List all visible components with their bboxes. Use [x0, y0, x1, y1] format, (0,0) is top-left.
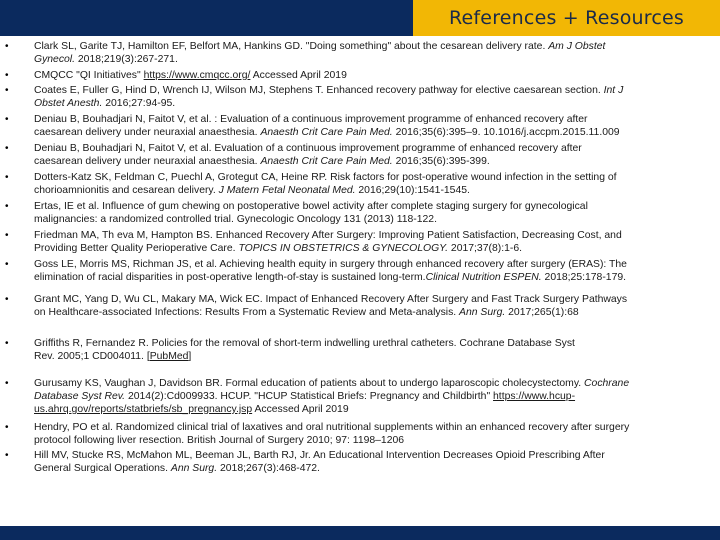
title-banner: [413, 0, 720, 36]
journal-title: Cochrane: [584, 378, 630, 389]
reference-text: Gurusamy KS, Vaughan J, Davidson BR. Formal education of patients about to undergo laparoscopic cholecystectomy.: [34, 378, 585, 389]
reference-line: [34, 449, 605, 462]
reference-text: 2016;35(6):395–9. 10.1016/j.accpm.2015.11.009: [392, 127, 620, 138]
bullet-icon: •: [5, 143, 9, 154]
bullet-icon: •: [5, 70, 9, 81]
reference-text: Grant MC, Yang D, Wu CL, Makary MA, Wick EC. Impact of Enhanced Recovery After Surgery and Fast Track Surgery Pathways: [34, 294, 628, 305]
reference-text: on Healthcare-associated Infections: Results From a Systematic Review and Meta-analysis.: [34, 307, 460, 318]
bullet-icon: •: [5, 41, 9, 52]
reference-text: 2018;219(3):267-271.: [75, 54, 178, 65]
reference-line: [34, 113, 588, 126]
reference-link[interactable]: us.ahrq.gov/reports/statbriefs/sb_pregnancy.jsp: [34, 404, 253, 415]
reference-text: 2018;267(3):468-472.: [217, 463, 320, 474]
reference-text: Providing Better Quality Perioperative Care.: [34, 243, 239, 254]
reference-text: malignancies: a randomized controlled trial. Gynecologic Oncology 131 (2013) 118-122.: [34, 214, 437, 225]
reference-line: [34, 84, 623, 97]
reference-text: 2016;35(6):395-399.: [392, 156, 490, 167]
journal-title: Clinical Nutrition ESPEN.: [425, 272, 542, 283]
bullet-icon: •: [5, 259, 9, 270]
reference-text: protocol following liver resection. British Journal of Surgery 2010; 97: 1198–1206: [34, 435, 405, 446]
reference-line: [34, 350, 191, 363]
reference-line: [34, 242, 522, 255]
reference-text: caesarean delivery under neuraxial anaesthesia.: [34, 127, 261, 138]
journal-title: TOPICS IN OBSTETRICS & GYNECOLOGY.: [238, 243, 449, 254]
page-title: References + Resources: [448, 7, 684, 29]
journal-title: J Matern Fetal Neonatal Med.: [218, 185, 356, 196]
bullet-icon: •: [5, 294, 9, 305]
reference-text: caesarean delivery under neuraxial anaesthesia.: [34, 156, 261, 167]
bullet-icon: •: [5, 378, 9, 389]
reference-line: [34, 377, 629, 390]
footer-bar: [0, 526, 720, 540]
bullet-icon: •: [5, 422, 9, 433]
bullet-icon: •: [5, 172, 9, 183]
reference-line: [34, 213, 437, 226]
reference-line: [34, 258, 627, 271]
reference-text: Rev. 2005;1 CD004011. [: [34, 351, 150, 362]
reference-line: [34, 462, 320, 475]
reference-text: Hendry, PO et al. Randomized clinical trial of laxatives and oral nutritional supplements within an enhanced recovery after surgery: [34, 422, 630, 433]
reference-text: 2017;37(8):1-6.: [448, 243, 522, 254]
journal-title: Ann Surg.: [170, 463, 218, 474]
reference-text: Hill MV, Stucke RS, McMahon ML, Beeman JL, Barth RJ, Jr. An Educational Intervention Decreases Opioid Prescribing After: [34, 450, 605, 461]
journal-title: Am J Obstet: [548, 41, 606, 52]
bullet-icon: •: [5, 85, 9, 96]
reference-line: [34, 200, 588, 213]
reference-line: [34, 171, 617, 184]
journal-title: Anaesth Crit Care Pain Med.: [260, 156, 393, 167]
bullet-icon: •: [5, 114, 9, 125]
reference-text: Deniau B, Bouhadjari N, Faitot V, et al. : Evaluation of a continuous improvement programme of enhanced recovery after: [34, 114, 588, 125]
reference-line: [34, 155, 490, 168]
reference-line: [34, 97, 175, 110]
reference-line: [34, 434, 404, 447]
reference-line: [34, 126, 620, 139]
bullet-icon: •: [5, 230, 9, 241]
reference-text: Deniau B, Bouhadjari N, Faitot V, et al. Evaluation of a continuous improvement programme of enhanced recovery after: [34, 143, 582, 154]
journal-title: Database Syst Rev.: [34, 391, 126, 402]
bullet-icon: •: [5, 338, 9, 349]
reference-link[interactable]: PubMed: [149, 351, 189, 362]
reference-link[interactable]: https://www.cmqcc.org/: [143, 70, 251, 81]
reference-line: [34, 390, 575, 403]
bullet-icon: •: [5, 450, 9, 461]
reference-line: [34, 69, 347, 82]
reference-line: [34, 40, 605, 53]
reference-line: [34, 53, 178, 66]
reference-text: Coates E, Fuller G, Hind D, Wrench IJ, Wilson MJ, Stephens T. Enhanced recovery pathway for elective caesarean section.: [34, 85, 604, 96]
reference-line: [34, 421, 629, 434]
reference-text: Dotters-Katz SK, Feldman C, Puechl A, Grotegut CA, Heine RP. Risk factors for post-operative wound infection in the setting of: [34, 172, 617, 183]
reference-link[interactable]: https://www.hcup-: [493, 391, 576, 402]
journal-title: Gynecol.: [34, 54, 76, 65]
reference-text: ]: [188, 351, 192, 362]
reference-text: General Surgical Operations.: [34, 463, 171, 474]
reference-text: Friedman MA, Th eva M, Hampton BS. Enhanced Recovery After Surgery: Improving Patient Satisfaction, Decreasing Cost, and: [34, 230, 622, 241]
journal-title: Ann Surg.: [459, 307, 506, 318]
reference-text: CMQCC "QI Initiatives": [34, 70, 144, 81]
reference-line: [34, 229, 622, 242]
reference-line: [34, 142, 582, 155]
reference-text: 2018;25:178-179.: [541, 272, 627, 283]
reference-text: 2016;29(10):1541-1545.: [355, 185, 470, 196]
journal-title: Int J: [603, 85, 624, 96]
reference-list: [0, 40, 720, 524]
reference-line: [34, 306, 579, 319]
bullet-icon: •: [5, 201, 9, 212]
reference-text: Griffiths R, Fernandez R. Policies for the removal of short-term indwelling urethral catheters. Cochrane Database Syst: [34, 338, 575, 349]
reference-text: Ertas, IE et al. Influence of gum chewing on postoperative bowel activity after complete staging surgery for gynecological: [34, 201, 588, 212]
reference-line: [34, 271, 626, 284]
reference-line: [34, 403, 349, 416]
reference-text: 2016;27:94-95.: [102, 98, 176, 109]
reference-text: 2017;265(1):68: [505, 307, 579, 318]
reference-line: [34, 337, 575, 350]
reference-text: chorioamnionitis and cesarean delivery.: [34, 185, 219, 196]
reference-line: [34, 184, 470, 197]
reference-text: Accessed April 2019: [252, 404, 349, 415]
reference-text: elimination of racial disparities in post-operative length-of-stay is sustained long-term.: [34, 272, 426, 283]
journal-title: Anaesth Crit Care Pain Med.: [260, 127, 393, 138]
reference-text: Clark SL, Garite TJ, Hamilton EF, Belfort MA, Hankins GD. "Doing something" about the cesarean delivery rate.: [34, 41, 549, 52]
reference-line: [34, 293, 627, 306]
reference-text: Accessed April 2019: [250, 70, 347, 81]
journal-title: Obstet Anesth.: [34, 98, 103, 109]
reference-text: Goss LE, Morris MS, Richman JS, et al. Achieving health equity in surgery through enhanced recovery after surgery (ERAS): The: [34, 259, 627, 270]
reference-text: 2014(2):Cd009933. HCUP. "HCUP Statistical Briefs: Pregnancy and Childbirth": [125, 391, 494, 402]
